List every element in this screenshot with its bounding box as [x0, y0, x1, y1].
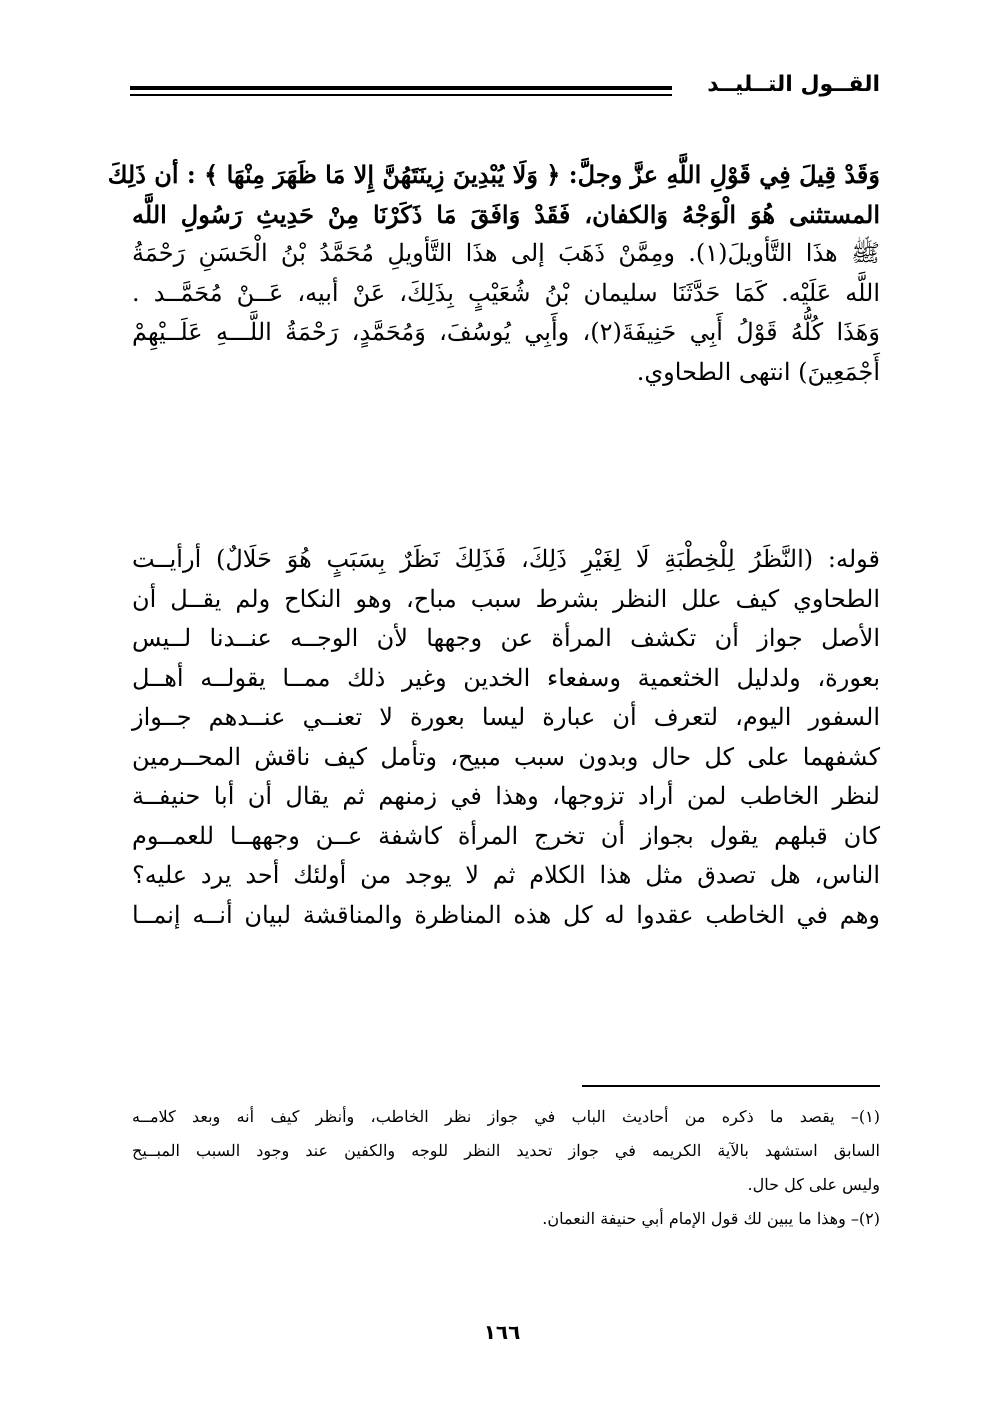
paragraph-line: المستثنى هُوَ الْوَجْهُ وَالكفان، فَقَدْ وَافَقَ مَا ذَكَرْنَا مِنْ حَدِيثِ رَسُولِ اللَّه	[132, 199, 880, 229]
footnotes	[132, 1100, 880, 1236]
page-number: ١٦٦	[483, 1320, 521, 1344]
footnote-line: السابق استشهد بالآية الكريمه في جواز تحديد النظر للوجه والكفين عند وجود السبب المبــيح	[132, 1141, 880, 1160]
footnote-separator	[582, 1085, 880, 1087]
paragraph-line: كشفهما على كل حال وبدون سبب مبيح، وتأمل كيف ناقش المحــرمين	[132, 742, 880, 771]
paragraph-line: الناس، هل تصدق مثل هذا الكلام ثم لا يوجد من أولئك أحد يرد عليه؟	[132, 861, 880, 889]
header-rule-thick	[130, 86, 672, 90]
header-rule-thin	[130, 94, 672, 96]
footnote-line: (٢)– وهذا ما يبين لك قول الإمام أبي حنيفة النعمان.	[542, 1209, 880, 1228]
paragraph-line: وَهَذَا كُلُّهُ قَوْلُ أَبِي حَنِيفَةَ(٢)، وأَبِي يُوسُفَ، وَمُحَمَّدٍ، رَحْمَةُ اللَّـــهِ عَلَــيْهِمْ	[132, 318, 880, 346]
footnote-line: (١)– يقصد ما ذكره من أحاديث الباب في جواز نظر الخاطب، وأنظر كيف أنه وبعد كلامــه	[132, 1107, 880, 1126]
page-header	[130, 72, 880, 112]
paragraph-line: الأصل جواز أن تكشف المرأة عن وجهها لأن الوجــه عنــدنا لــيس	[132, 624, 880, 652]
footnote-line: وليس على كل حال.	[747, 1175, 880, 1194]
paragraph-line: أَجْمَعِينَ) انتهى الطحاوي.	[636, 357, 880, 386]
paragraph-line: بعورة، ولدليل الخثعمية وسفعاء الخدين وغير ذلك ممــا يقولــه أهــل	[132, 663, 880, 692]
paragraph-line: اللَّه عَلَيْه. كَمَا حَدَّثَنَا سليمان بْنُ شُعَيْبٍ بِذَلِكَ، عَنْ أبيه، عَــنْ مُحَمَّــد .	[132, 278, 880, 307]
paragraph-line: وهم في الخاطب عقدوا له كل هذه المناظرة والمناقشة لبيان أنــه إنمــا	[132, 900, 880, 929]
paragraph-line: وَقَدْ قِيلَ فِي قَوْلِ اللَّهِ عزَّ وجلَّ: ﴿ وَلَا يُبْدِينَ زِينَتَهُنَّ إِلا مَا ظَهَرَ مِنْهَا ﴾ : أن ذَلِكَ	[107, 160, 880, 189]
quoted-paragraph	[107, 155, 880, 392]
paragraph-line: قوله: (النَّظَرُ لِلْخِطْبَةِ لَا لِغَيْرِ ذَلِكَ، فَذَلِكَ نَظَرٌ بِسَبَبٍ هُوَ حَلَالٌ) أرأيــت	[132, 545, 881, 573]
paragraph-line: الطحاوي كيف علل النظر بشرط سبب مباح، وهو النكاح ولم يقــل أن	[132, 584, 880, 613]
paragraph-line: السفور اليوم، لتعرف أن عبارة ليسا بعورة لا تعنــي عنــدهم جــواز	[132, 703, 880, 731]
paragraph-line: لنظر الخاطب لمن أراد تزوجها، وهذا في زمنهم ثم يقال أن أبا حنيفــة	[132, 782, 880, 810]
running-title: القــول التــليــد	[707, 72, 880, 97]
paragraph-line: ﷺ هذَا التَّأويلَ(١). ومِمَّنْ ذَهَبَ إلى هذَا التَّأويلِ مُحَمَّدُ بْنُ الْحَسَنِ رَحْمَةُ	[132, 239, 880, 267]
commentary-paragraph	[132, 540, 880, 935]
paragraph-line: كان قبلهم يقول بجواز أن تخرج المرأة كاشفة عــن وجههــا للعمــوم	[132, 821, 880, 850]
